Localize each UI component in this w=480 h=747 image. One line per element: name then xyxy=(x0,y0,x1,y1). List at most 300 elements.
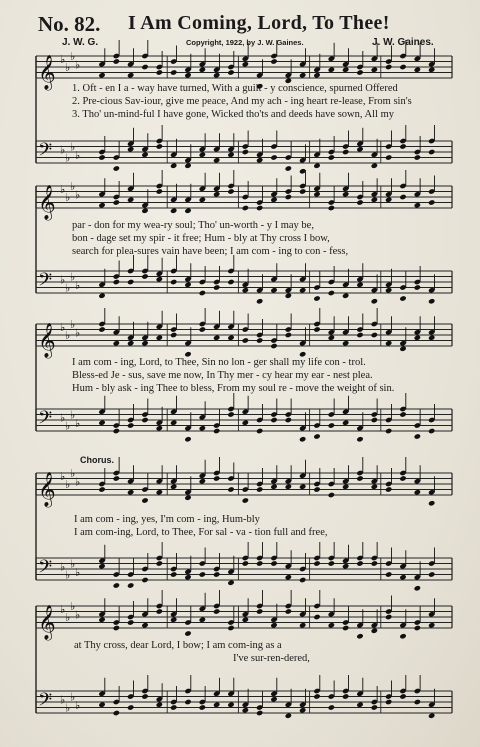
note-head xyxy=(256,608,263,614)
note-head xyxy=(285,332,292,338)
note-head xyxy=(371,197,378,203)
lyric-line-verse-2: 2. Pre-cious Sav-iour, give me peace, And my ach - ing heart re-lease, From sin's xyxy=(72,96,412,107)
treble-clef-icon: 𝄞 xyxy=(38,323,56,358)
note-head xyxy=(428,149,435,155)
note-head xyxy=(113,475,120,481)
note-head xyxy=(428,335,435,341)
note-head xyxy=(414,433,421,439)
bass-clef-icon: 𝄢 xyxy=(38,408,53,433)
note-head xyxy=(414,585,421,591)
note-head xyxy=(371,163,378,169)
note-head xyxy=(170,163,177,169)
note-head xyxy=(170,208,177,214)
note-head xyxy=(342,563,349,569)
treble-clef-icon: 𝄞 xyxy=(38,605,56,640)
note-head xyxy=(113,279,120,285)
lyric-line-melody: at Thy cross, dear Lord, I bow; I am com-ing as a xyxy=(74,640,282,651)
note-head xyxy=(199,571,206,577)
note-head xyxy=(356,199,363,205)
note-head xyxy=(213,335,220,341)
chorus-label: Chorus. xyxy=(80,455,115,465)
note-head xyxy=(170,484,177,490)
note-head xyxy=(141,577,148,583)
note-head xyxy=(371,484,378,490)
flat-icon: ♭ xyxy=(75,278,81,292)
note-head xyxy=(113,625,120,631)
note-head xyxy=(127,704,134,710)
note-head xyxy=(98,702,105,708)
note-head xyxy=(328,67,335,73)
flat-icon: ♭ xyxy=(65,419,71,433)
note-head xyxy=(199,704,206,710)
note-head xyxy=(242,560,249,566)
note-head xyxy=(270,622,277,628)
flat-icon: ♭ xyxy=(65,191,71,204)
flat-icon: ♭ xyxy=(60,602,66,616)
note-head xyxy=(127,619,134,625)
note-head xyxy=(242,420,249,426)
note-head xyxy=(184,436,191,442)
music-composer: J. W. Gaines. xyxy=(372,37,434,48)
note-head xyxy=(399,295,406,301)
note-head xyxy=(342,191,349,197)
note-head xyxy=(342,293,349,299)
note-head xyxy=(328,290,335,296)
flat-icon: ♭ xyxy=(70,408,76,422)
note-head xyxy=(342,149,349,155)
note-head xyxy=(285,574,292,580)
note-head xyxy=(299,436,306,442)
note-head xyxy=(285,293,292,299)
note-head xyxy=(141,208,148,214)
note-head xyxy=(313,614,320,620)
flat-icon: ♭ xyxy=(60,143,66,157)
note-head xyxy=(428,199,435,205)
note-head xyxy=(98,420,105,426)
treble-clef-icon: 𝄞 xyxy=(38,185,56,220)
note-head xyxy=(385,614,392,620)
note-head xyxy=(428,713,435,719)
note-head xyxy=(98,563,105,569)
flat-icon: ♭ xyxy=(65,568,71,582)
note-head xyxy=(242,497,249,503)
note-head xyxy=(313,486,320,492)
note-head xyxy=(285,713,292,719)
note-head xyxy=(227,279,234,285)
note-head xyxy=(313,295,320,301)
note-head xyxy=(127,422,134,428)
note-head xyxy=(127,582,134,588)
note-head xyxy=(156,608,163,614)
note-head xyxy=(285,165,292,171)
note-head xyxy=(313,72,320,78)
flat-icon: ♭ xyxy=(70,180,76,193)
note-head xyxy=(328,560,335,566)
note-head xyxy=(371,417,378,423)
hymn-number: No. 82. xyxy=(38,12,101,36)
note-head xyxy=(328,335,335,341)
lyric-line-tenor: I've sur-ren-dered, xyxy=(233,653,310,664)
note-head xyxy=(227,411,234,417)
note-head xyxy=(385,340,392,346)
flat-icon: ♭ xyxy=(70,600,76,613)
note-head xyxy=(399,411,406,417)
flat-icon: ♭ xyxy=(65,478,71,491)
note-head xyxy=(356,702,363,708)
note-head xyxy=(299,287,306,293)
flat-icon: ♭ xyxy=(60,52,66,66)
note-head xyxy=(428,500,435,506)
note-head xyxy=(156,188,163,194)
note-head xyxy=(213,608,220,614)
bass-clef-icon: 𝄢 xyxy=(38,690,53,715)
treble-clef-icon: 𝄞 xyxy=(38,55,56,90)
note-head xyxy=(414,699,421,705)
note-head xyxy=(328,492,335,498)
flat-icon: ♭ xyxy=(65,329,71,342)
note-head xyxy=(127,146,134,152)
flat-icon: ♭ xyxy=(60,693,66,707)
note-head xyxy=(356,146,363,152)
note-head xyxy=(170,571,177,577)
note-head xyxy=(113,428,120,434)
note-head xyxy=(414,202,421,208)
lyric-line-verse-1: I am com - ing, Lord, to Thee, Sin no lon - ger shall my life con - trol. xyxy=(72,357,366,368)
note-head xyxy=(356,475,363,481)
flat-icon: ♭ xyxy=(75,416,81,430)
note-head xyxy=(414,625,421,631)
note-head xyxy=(399,64,406,70)
note-head xyxy=(256,157,263,163)
note-head xyxy=(199,425,206,431)
note-head xyxy=(256,710,263,716)
note-head xyxy=(199,290,206,296)
note-head xyxy=(385,428,392,434)
lyric-line-verse-3: search for plea-sures vain have been; I am com - ing to con - fess, xyxy=(72,246,349,257)
note-head xyxy=(113,199,120,205)
note-head xyxy=(113,582,120,588)
flat-icon: ♭ xyxy=(60,469,66,483)
note-head xyxy=(199,152,206,158)
note-head xyxy=(184,495,191,501)
note-head xyxy=(414,154,421,160)
note-head xyxy=(371,704,378,710)
note-head xyxy=(356,560,363,566)
note-head xyxy=(141,693,148,699)
flat-icon: ♭ xyxy=(65,151,71,165)
note-head xyxy=(141,622,148,628)
treble-clef-icon: 𝄞 xyxy=(38,472,56,507)
note-head xyxy=(299,577,306,583)
note-head xyxy=(299,484,306,490)
note-head xyxy=(141,152,148,158)
note-head xyxy=(256,560,263,566)
note-head xyxy=(385,64,392,70)
note-head xyxy=(356,332,363,338)
note-head xyxy=(184,208,191,214)
note-head xyxy=(113,58,120,64)
note-head xyxy=(414,284,421,290)
note-head xyxy=(285,608,292,614)
note-head xyxy=(156,335,163,341)
note-head xyxy=(199,617,206,623)
bass-clef-icon: 𝄢 xyxy=(38,270,53,295)
note-head xyxy=(414,67,421,73)
note-head xyxy=(213,428,220,434)
note-head xyxy=(227,335,234,341)
note-head xyxy=(213,702,220,708)
note-head xyxy=(213,284,220,290)
note-head xyxy=(414,335,421,341)
flat-icon: ♭ xyxy=(75,148,81,162)
note-head xyxy=(270,560,277,566)
note-head xyxy=(156,276,163,282)
note-head xyxy=(127,340,134,346)
flat-icon: ♭ xyxy=(60,320,66,334)
flat-icon: ♭ xyxy=(60,411,66,425)
note-head xyxy=(428,298,435,304)
note-head xyxy=(270,197,277,203)
lyric-line-verse-3: Hum - bly ask - ing Thee to bless, From my soul re - move the weight of sin. xyxy=(72,383,395,394)
note-head xyxy=(328,422,335,428)
note-head xyxy=(156,702,163,708)
lyric-line-verse-1: 1. Oft - en I a - way have turned, With a guilt - y conscience, spurned Offered xyxy=(72,83,398,94)
note-head xyxy=(227,188,234,194)
note-head xyxy=(199,67,206,73)
flat-icon: ♭ xyxy=(60,560,66,574)
note-head xyxy=(242,61,249,67)
note-head xyxy=(113,165,120,171)
note-head xyxy=(256,205,263,211)
note-head xyxy=(313,163,320,169)
note-head xyxy=(399,574,406,580)
note-head xyxy=(270,484,277,490)
note-head xyxy=(256,486,263,492)
lyric-line-verse-1: par - don for my wea-ry soul; Tho' un-worth - y I may be, xyxy=(72,220,314,231)
note-head xyxy=(285,194,292,200)
note-head xyxy=(371,298,378,304)
flat-icon: ♭ xyxy=(75,326,81,340)
note-head xyxy=(313,326,320,332)
note-head xyxy=(199,326,206,332)
note-head xyxy=(371,332,378,338)
note-head xyxy=(285,417,292,423)
flat-icon: ♭ xyxy=(65,701,71,715)
note-head xyxy=(299,188,306,194)
note-head xyxy=(270,417,277,423)
note-head xyxy=(371,560,378,566)
note-head xyxy=(127,489,134,495)
note-head xyxy=(141,497,148,503)
note-head xyxy=(242,617,249,623)
flat-icon: ♭ xyxy=(75,58,81,72)
lyric-line-alto: I am com - ing, yes, I'm com - ing, Hum-bly xyxy=(74,514,260,525)
note-head xyxy=(156,69,163,75)
note-head xyxy=(428,428,435,434)
note-head xyxy=(213,157,220,163)
note-head xyxy=(127,279,134,285)
note-head xyxy=(184,282,191,288)
note-head xyxy=(342,484,349,490)
flat-icon: ♭ xyxy=(60,182,66,196)
note-head xyxy=(127,197,134,203)
note-head xyxy=(328,205,335,211)
flat-icon: ♭ xyxy=(75,698,81,712)
flat-icon: ♭ xyxy=(70,50,76,63)
note-head xyxy=(399,143,406,149)
note-head xyxy=(428,622,435,628)
note-head xyxy=(113,340,120,346)
note-head xyxy=(98,202,105,208)
bass-clef-icon: 𝄢 xyxy=(38,557,53,582)
flat-icon: ♭ xyxy=(75,188,81,202)
note-head xyxy=(313,560,320,566)
flat-icon: ♭ xyxy=(75,475,81,489)
note-head xyxy=(242,149,249,155)
flat-icon: ♭ xyxy=(70,318,76,331)
note-head xyxy=(371,67,378,73)
note-head xyxy=(127,72,134,78)
note-head xyxy=(385,571,392,577)
note-head xyxy=(313,191,320,197)
note-head xyxy=(170,332,177,338)
note-head xyxy=(242,205,249,211)
note-head xyxy=(299,72,306,78)
bass-clef-icon: 𝄢 xyxy=(38,140,53,165)
note-head xyxy=(184,699,191,705)
note-head xyxy=(113,710,120,716)
note-head xyxy=(399,633,406,639)
note-head xyxy=(227,486,234,492)
note-head xyxy=(399,475,406,481)
note-head xyxy=(385,699,392,705)
flat-icon: ♭ xyxy=(70,690,76,704)
note-head xyxy=(270,343,277,349)
flat-icon: ♭ xyxy=(65,61,71,74)
note-head xyxy=(170,704,177,710)
note-head xyxy=(156,489,163,495)
words-author: J. W. G. xyxy=(62,37,99,48)
note-head xyxy=(342,420,349,426)
note-head xyxy=(98,293,105,299)
note-head xyxy=(299,707,306,713)
note-head xyxy=(156,425,163,431)
note-head xyxy=(199,478,206,484)
note-head xyxy=(242,337,249,343)
note-head xyxy=(98,326,105,332)
note-head xyxy=(156,143,163,149)
flat-icon: ♭ xyxy=(65,611,71,624)
note-head xyxy=(213,571,220,577)
note-head xyxy=(356,633,363,639)
note-head xyxy=(328,704,335,710)
note-head xyxy=(242,287,249,293)
flat-icon: ♭ xyxy=(65,281,71,295)
note-head xyxy=(227,152,234,158)
lyric-line-verse-2: bon - dage set my spir - it free; Hum - bly at Thy cross I bow, xyxy=(72,233,330,244)
note-head xyxy=(342,67,349,73)
copyright-notice: Copyright, 1922, by J. W. Gaines. xyxy=(186,38,304,47)
note-head xyxy=(399,194,406,200)
note-head xyxy=(285,484,292,490)
note-head xyxy=(98,486,105,492)
note-head xyxy=(170,617,177,623)
note-head xyxy=(184,163,191,169)
note-head xyxy=(213,72,220,78)
note-head xyxy=(428,571,435,577)
note-head xyxy=(356,436,363,442)
note-head xyxy=(213,475,220,481)
hymn-title: I Am Coming, Lord, To Thee! xyxy=(128,12,390,34)
note-head xyxy=(428,67,435,73)
note-head xyxy=(184,574,191,580)
lyric-line-verse-2: Bless-ed Je - sus, save me now, In Thy mer - cy hear my ear - nest plea. xyxy=(72,370,373,381)
note-head xyxy=(385,287,392,293)
note-head xyxy=(342,625,349,631)
note-head xyxy=(270,696,277,702)
note-head xyxy=(328,154,335,160)
lyric-line-verse-3: 3. Tho' un-mind-ful I have gone, Wicked tho'ts and deeds have sown, All my xyxy=(72,109,394,120)
note-head xyxy=(141,417,148,423)
note-head xyxy=(256,337,263,343)
note-head xyxy=(399,346,406,352)
note-head xyxy=(385,154,392,160)
note-head xyxy=(227,580,234,586)
note-head xyxy=(141,64,148,70)
flat-icon: ♭ xyxy=(60,273,66,287)
note-head xyxy=(313,693,320,699)
note-head xyxy=(213,191,220,197)
flat-icon: ♭ xyxy=(70,467,76,480)
note-head xyxy=(270,58,277,64)
note-head xyxy=(356,69,363,75)
note-head xyxy=(170,279,177,285)
note-head xyxy=(98,617,105,623)
note-head xyxy=(356,282,363,288)
note-head xyxy=(256,298,263,304)
note-head xyxy=(313,433,320,439)
note-head xyxy=(227,625,234,631)
note-head xyxy=(170,420,177,426)
note-head xyxy=(270,287,277,293)
note-head xyxy=(371,628,378,634)
note-head xyxy=(141,273,148,279)
note-head xyxy=(227,69,234,75)
flat-icon: ♭ xyxy=(70,557,76,571)
note-head xyxy=(141,340,148,346)
note-head xyxy=(184,72,191,78)
note-head xyxy=(199,197,206,203)
note-head xyxy=(170,69,177,75)
flat-icon: ♭ xyxy=(75,565,81,579)
note-head xyxy=(256,428,263,434)
flat-icon: ♭ xyxy=(70,140,76,154)
note-head xyxy=(414,489,421,495)
note-head xyxy=(399,693,406,699)
note-head xyxy=(299,622,306,628)
note-head xyxy=(385,197,392,203)
note-head xyxy=(242,707,249,713)
note-head xyxy=(156,560,163,566)
lyric-line-melody: I am com-ing, Lord, to Thee, For sal - va - tion full and free, xyxy=(74,527,328,538)
note-head xyxy=(342,693,349,699)
note-head xyxy=(98,154,105,160)
note-head xyxy=(328,622,335,628)
note-head xyxy=(385,486,392,492)
note-head xyxy=(270,154,277,160)
note-head xyxy=(342,340,349,346)
flat-icon: ♭ xyxy=(70,270,76,284)
